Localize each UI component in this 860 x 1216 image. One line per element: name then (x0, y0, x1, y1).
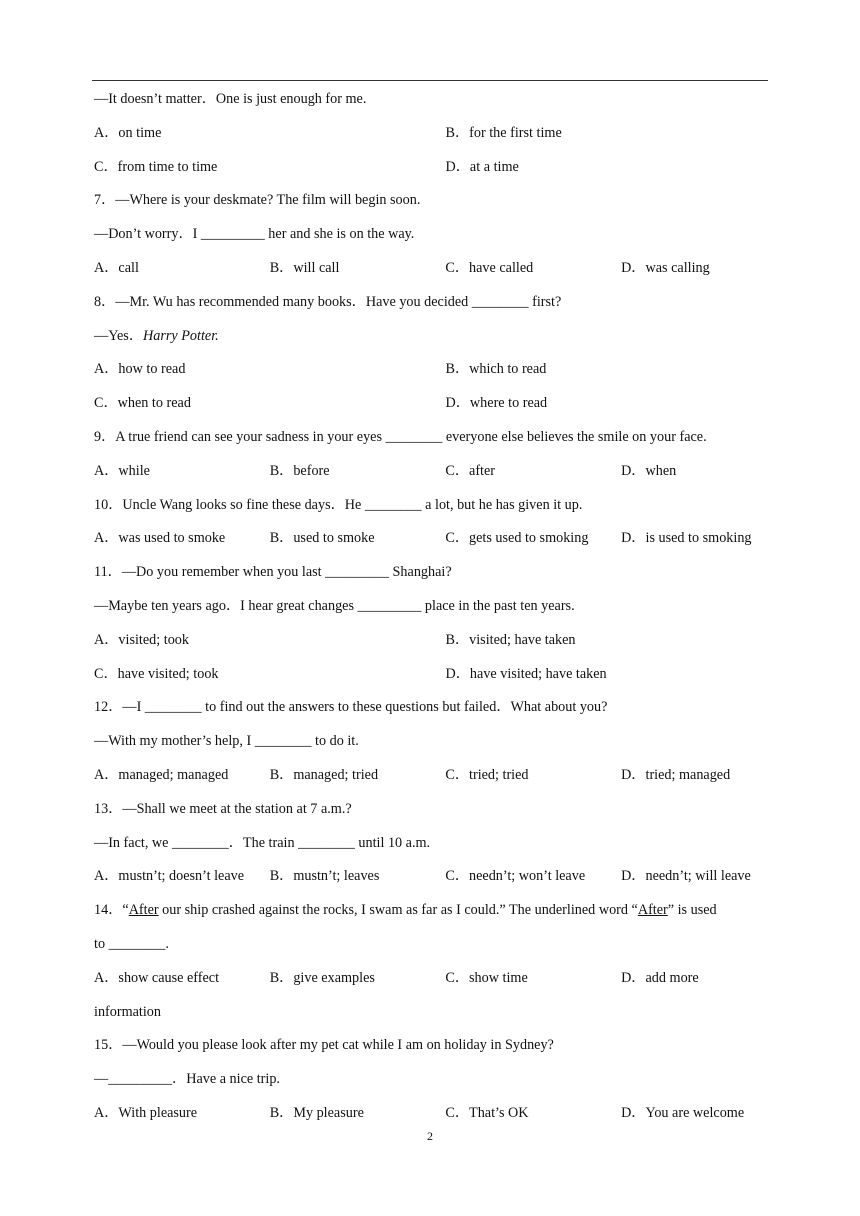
page-number: 2 (427, 1129, 433, 1143)
q7-response: —Don’t worry．I _________ her and she is on the way. (94, 226, 415, 243)
q13-stem: 13．—Shall we meet at the station at 7 a.m.? (94, 800, 352, 817)
q15-stem: 15．—Would you please look after my pet cat while I am on holiday in Sydney? (94, 1037, 554, 1054)
q9-option-d: D．when (621, 462, 677, 479)
q10-options (94, 528, 770, 562)
q8-option-a: A．how to read (94, 361, 186, 378)
q7-option-d: D．was calling (621, 259, 710, 276)
q12-option-b: B．managed; tried (269, 766, 379, 783)
q13-option-c: C．needn’t; won’t leave (445, 868, 586, 885)
q10-option-a: A．was used to smoke (94, 530, 226, 547)
q6-option-b: B．for the first time (445, 124, 562, 141)
q9-options (94, 461, 770, 495)
q7-options (94, 258, 770, 292)
q6-option-a: A．on time (94, 124, 162, 141)
q12-option-c: C．tried; tried (445, 766, 529, 783)
exam-page-content (94, 89, 770, 1137)
q8-response (94, 326, 770, 360)
q14-option-d-wrap: information (94, 1003, 161, 1020)
q11-response: —Maybe ten years ago．I hear great changes _________ place in the past ten years. (94, 597, 575, 614)
q13-option-b: B．mustn’t; leaves (269, 868, 380, 885)
q11-option-a: A．visited; took (94, 631, 189, 648)
q6-option-c: C．from time to time (94, 158, 218, 175)
q14-option-c: C．show time (445, 969, 528, 986)
q7-option-c: C．have called (445, 259, 534, 276)
q9-option-c: C．after (445, 462, 496, 479)
q12-option-a: A．managed; managed (94, 766, 229, 783)
q12-response: —With my mother’s help, I ________ to do it. (94, 733, 359, 750)
q11-options-row-2 (94, 664, 770, 698)
q14-stem-continuation: to ________. (94, 935, 169, 952)
q8-option-c: C．when to read (94, 395, 191, 412)
q8-options-row-1 (94, 359, 770, 393)
q7-option-a: A．call (94, 259, 139, 276)
q8-response-prefix: —Yes． (94, 327, 144, 344)
q10-option-c: C．gets used to smoking (445, 530, 589, 547)
q15-option-b: B．My pleasure (269, 1104, 364, 1121)
q9-option-a: A．while (94, 462, 150, 479)
q12-stem: 12．—I ________ to find out the answers to these questions but failed．What about you? (94, 699, 608, 716)
q15-option-c: C．That’s OK (445, 1104, 529, 1121)
q12-options (94, 765, 770, 799)
q9-stem: 9．A true friend can see your sadness in your eyes ________ everyone else believes the smile on your face. (94, 428, 707, 445)
q14-underlined-word-2: After (637, 902, 668, 919)
q14-stem-part-1: 14．“ (94, 902, 129, 919)
q13-options (94, 866, 770, 900)
q12-option-d: D．tried; managed (621, 766, 731, 783)
q6-options-row-2 (94, 157, 770, 191)
q7-option-b: B．will call (269, 259, 340, 276)
q13-option-d: D．needn’t; will leave (621, 868, 751, 885)
q7-stem: 7．—Where is your deskmate? The film will begin soon. (94, 192, 421, 209)
q13-response: —In fact, we ________．The train ________ until 10 a.m. (94, 834, 431, 851)
q11-stem: 11．—Do you remember when you last _________ Shanghai? (94, 564, 452, 581)
q11-option-c: C．have visited; took (94, 665, 219, 682)
q11-options-row-1 (94, 630, 770, 664)
q9-option-b: B．before (269, 462, 330, 479)
q11-option-d: D．have visited; have taken (445, 665, 607, 682)
q10-stem: 10．Uncle Wang looks so fine these days．He ________ a lot, but he has given it up. (94, 496, 583, 513)
q6-options-row-1 (94, 123, 770, 157)
q6-response: —It doesn’t matter．One is just enough for me. (94, 91, 367, 107)
q14-stem (94, 900, 770, 934)
q15-option-a: A．With pleasure (94, 1104, 198, 1121)
q14-options (94, 968, 770, 1002)
q14-option-b: B．give examples (269, 969, 375, 986)
q14-stem-part-2: our ship crashed against the rocks, I swam as far as I could.” The underlined word “ (158, 902, 638, 919)
q15-response: —_________．Have a nice trip. (94, 1071, 280, 1088)
q10-option-b: B．used to smoke (269, 530, 375, 547)
q6-option-d: D．at a time (445, 158, 519, 175)
q8-stem: 8．—Mr. Wu has recommended many books．Have you decided ________ first? (94, 293, 562, 310)
q10-option-d: D．is used to smoking (621, 530, 752, 547)
q13-option-a: A．mustn’t; doesn’t leave (94, 868, 245, 885)
q14-option-a: A．show cause effect (94, 969, 220, 986)
q8-option-b: B．which to read (445, 361, 547, 378)
q14-underlined-word-1: After (128, 902, 159, 919)
q14-option-d: D．add more (621, 969, 699, 986)
q15-option-d: D．You are welcome (621, 1104, 745, 1121)
q8-option-d: D．where to read (445, 395, 548, 412)
header-rule (92, 80, 768, 81)
q8-options-row-2 (94, 393, 770, 427)
q14-stem-part-3: ” is used (667, 902, 717, 919)
q11-option-b: B．visited; have taken (445, 631, 576, 648)
q8-response-title: Harry Potter. (143, 327, 219, 344)
